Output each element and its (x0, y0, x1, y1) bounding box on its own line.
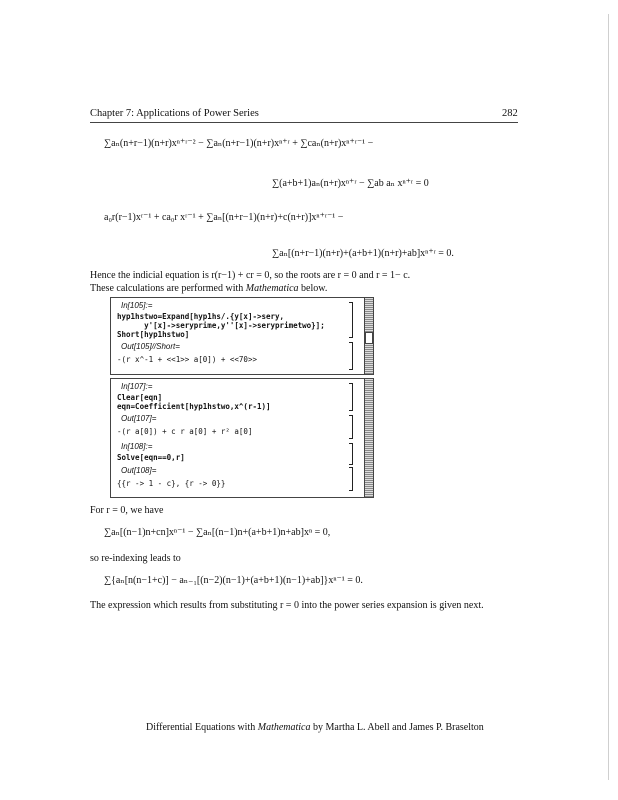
chapter-title: Chapter 7: Applications of Power Series (90, 108, 259, 119)
indicial-equation-text: Hence the indicial equation is r(r−1) + cr = 0, so the roots are r = 0 and r = 1− c. (90, 270, 411, 281)
code-coefficient: eqn=Coefficient[hyp1hstwo,x^(r-1)] (117, 402, 271, 411)
equation-1: ∑aₙ(n+r−1)(n+r)xⁿ⁺ʳ⁻² − ∑aₙ(n+r−1)(n+r)xⁿ⁺ʳ + ∑caₙ(n+r)xⁿ⁺ʳ⁻¹ − (104, 138, 374, 149)
cell-bracket-out105[interactable] (349, 342, 353, 370)
code-clear-eqn: Clear[eqn] (117, 393, 163, 402)
out-label-105: Out[105]//Short= (121, 342, 180, 351)
equation-4: ∑aₙ[(n+r−1)(n+r)+(a+b+1)(n+r)+ab]xⁿ⁺ʳ = 0. (272, 248, 454, 259)
scrollbar-2[interactable] (364, 379, 373, 497)
equation-3: a₀r(r−1)xʳ⁻¹ + ca₀r xʳ⁻¹ + ∑aₙ[(n+r−1)(n+r)+c(n+r)]xⁿ⁺ʳ⁻¹ − (104, 212, 344, 223)
equation-5: ∑aₙ[(n−1)n+cn]xⁿ⁻¹ − ∑aₙ[(n−1)n+(a+b+1)n+ab]xⁿ = 0, (104, 527, 331, 538)
footer-italic: Mathematica (257, 722, 311, 733)
calc-text-prefix: These calculations are performed with (90, 283, 246, 294)
code-line-1: hyp1hstwo=Expand[hyp1hs/.{y[x]->sery, (117, 312, 285, 321)
code-solve: Solve[eqn==0,r] (117, 453, 185, 462)
output-105: -(r x^-1 + <<1>> a[0]) + <<70>> (117, 355, 257, 364)
in-label-107: In[107]:= (121, 382, 153, 391)
footer-prefix: Differential Equations with (146, 722, 258, 733)
out-label-107: Out[107]= (121, 414, 157, 423)
reindex-text: so re-indexing leads to (90, 553, 181, 564)
out-label-108: Out[108]= (121, 466, 157, 475)
equation-6: ∑{aₙ[n(n−1+c)] − aₙ₋₁[(n−2)(n−1)+(a+b+1)(n−1)+ab]}xⁿ⁻¹ = 0. (104, 575, 363, 586)
mathematica-notebook-2 (110, 378, 374, 498)
for-r0-text: For r = 0, we have (90, 505, 164, 516)
output-107: -(r a[0]) + c r a[0] + r² a[0] (117, 427, 253, 436)
footer (146, 722, 484, 733)
page-number: 282 (502, 108, 518, 119)
equation-2: ∑(a+b+1)aₙ(n+r)xⁿ⁺ʳ − ∑ab aₙ xⁿ⁺ʳ = 0 (272, 178, 429, 189)
calc-text (90, 283, 327, 294)
calc-text-italic: Mathematica (245, 283, 299, 294)
cell-bracket-in107[interactable] (349, 383, 353, 411)
code-line-2: y'[x]->seryprime,y''[x]->seryprimetwo}]; (117, 321, 325, 330)
page-edge-line (608, 14, 609, 780)
code-line-3: Short[hyp1hstwo] (117, 330, 190, 339)
scrollbar-thumb[interactable] (365, 332, 373, 344)
mathematica-notebook-1 (110, 297, 374, 375)
cell-bracket-in105[interactable] (349, 302, 353, 338)
cell-bracket-in108[interactable] (349, 443, 353, 465)
in-label-105: In[105]:= (121, 301, 153, 310)
in-label-108: In[108]:= (121, 442, 153, 451)
expression-text: The expression which results from substituting r = 0 into the power series expansion is given next. (90, 600, 484, 611)
calc-text-suffix: below. (298, 283, 328, 294)
output-108: {{r -> 1 - c}, {r -> 0}} (117, 479, 226, 488)
header-rule (90, 122, 518, 123)
footer-suffix: by Martha L. Abell and James P. Braselton (310, 722, 484, 733)
cell-bracket-out108[interactable] (349, 467, 353, 491)
cell-bracket-out107[interactable] (349, 415, 353, 439)
